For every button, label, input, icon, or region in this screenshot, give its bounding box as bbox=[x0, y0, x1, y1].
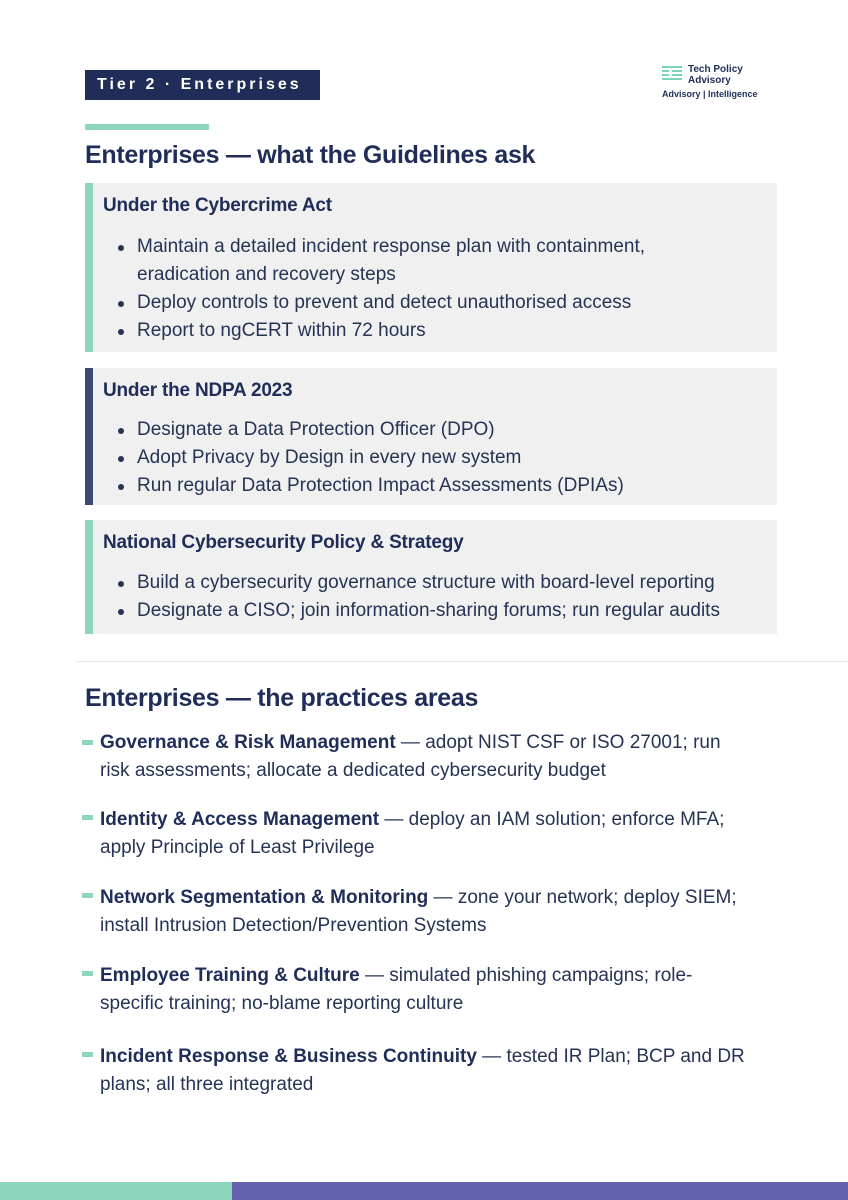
bullet-item: Adopt Privacy by Design in every new system bbox=[137, 444, 624, 472]
practice-desc-cont: plans; all three integrated bbox=[100, 1074, 314, 1095]
logo-name bbox=[688, 64, 743, 86]
accent-bar bbox=[85, 124, 209, 130]
bullet-item: Build a cybersecurity governance structure with board-level reporting bbox=[137, 569, 720, 597]
card-title: Under the Cybercrime Act bbox=[103, 195, 332, 216]
practice-desc: — deploy an IAM solution; enforce MFA; bbox=[379, 809, 725, 830]
bullet-item: Deploy controls to prevent and detect unauthorised access bbox=[137, 289, 645, 317]
practice-identity-access bbox=[100, 806, 780, 862]
practice-governance bbox=[100, 729, 780, 785]
tech-policy-advisory-logo bbox=[662, 64, 772, 104]
practice-name: Governance & Risk Management bbox=[100, 732, 396, 753]
logo-lines-icon bbox=[662, 66, 684, 82]
practice-incident-response bbox=[100, 1043, 780, 1099]
practice-desc-cont: apply Principle of Least Privilege bbox=[100, 837, 375, 858]
tier-badge: Tier 2 · Enterprises bbox=[85, 70, 320, 100]
section-title-practices: Enterprises — the practices areas bbox=[85, 684, 479, 712]
bullet-item: Run regular Data Protection Impact Assessments (DPIAs) bbox=[137, 472, 624, 500]
practice-dash-icon bbox=[82, 815, 93, 820]
practice-name: Employee Training & Culture bbox=[100, 965, 360, 986]
practice-desc: — simulated phishing campaigns; role- bbox=[359, 965, 693, 986]
card-bullet-list bbox=[137, 569, 720, 625]
card-bullet-list bbox=[137, 233, 645, 345]
practice-name: Identity & Access Management bbox=[100, 809, 380, 830]
card-bullet-list bbox=[137, 416, 624, 500]
practice-dash-icon bbox=[82, 1052, 93, 1057]
card-national-cybersecurity-policy bbox=[85, 520, 777, 634]
practice-desc: — zone your network; deploy SIEM; bbox=[428, 887, 737, 908]
logo-tagline: Advisory | Intelligence bbox=[662, 89, 758, 99]
bullet-item-continuation: eradication and recovery steps bbox=[137, 264, 396, 285]
bullet-item: Report to ngCERT within 72 hours bbox=[137, 317, 645, 345]
logo-name-line2: Advisory bbox=[688, 75, 731, 86]
practice-dash-icon bbox=[82, 971, 93, 976]
logo-name-line1: Tech Policy bbox=[688, 64, 743, 75]
card-ndpa-2023 bbox=[85, 368, 777, 505]
card-title: National Cybersecurity Policy & Strategy bbox=[103, 532, 464, 553]
practice-name: Network Segmentation & Monitoring bbox=[100, 887, 429, 908]
footer-bar-purple bbox=[232, 1182, 848, 1200]
section-title-guidelines: Enterprises — what the Guidelines ask bbox=[85, 141, 536, 169]
bullet-item: Designate a CISO; join information-sharing forums; run regular audits bbox=[137, 597, 720, 625]
practice-dash-icon bbox=[82, 893, 93, 898]
practice-dash-icon bbox=[82, 740, 93, 745]
practice-employee-training bbox=[100, 962, 780, 1018]
section-divider bbox=[76, 661, 848, 662]
card-title: Under the NDPA 2023 bbox=[103, 380, 293, 401]
card-cybercrime-act bbox=[85, 183, 777, 352]
footer-bar-mint bbox=[0, 1182, 232, 1200]
practice-desc-cont: install Intrusion Detection/Prevention Systems bbox=[100, 915, 487, 936]
practice-name: Incident Response & Business Continuity bbox=[100, 1046, 477, 1067]
practice-desc: — tested IR Plan; BCP and DR bbox=[476, 1046, 745, 1067]
practice-desc: — adopt NIST CSF or ISO 27001; run bbox=[395, 732, 721, 753]
bullet-item: Maintain a detailed incident response plan with containment, bbox=[137, 233, 645, 261]
practice-desc-cont: specific training; no-blame reporting culture bbox=[100, 993, 464, 1014]
practice-desc-cont: risk assessments; allocate a dedicated cybersecurity budget bbox=[100, 760, 606, 781]
practice-network-segmentation bbox=[100, 884, 780, 940]
bullet-item: Designate a Data Protection Officer (DPO) bbox=[137, 416, 624, 444]
